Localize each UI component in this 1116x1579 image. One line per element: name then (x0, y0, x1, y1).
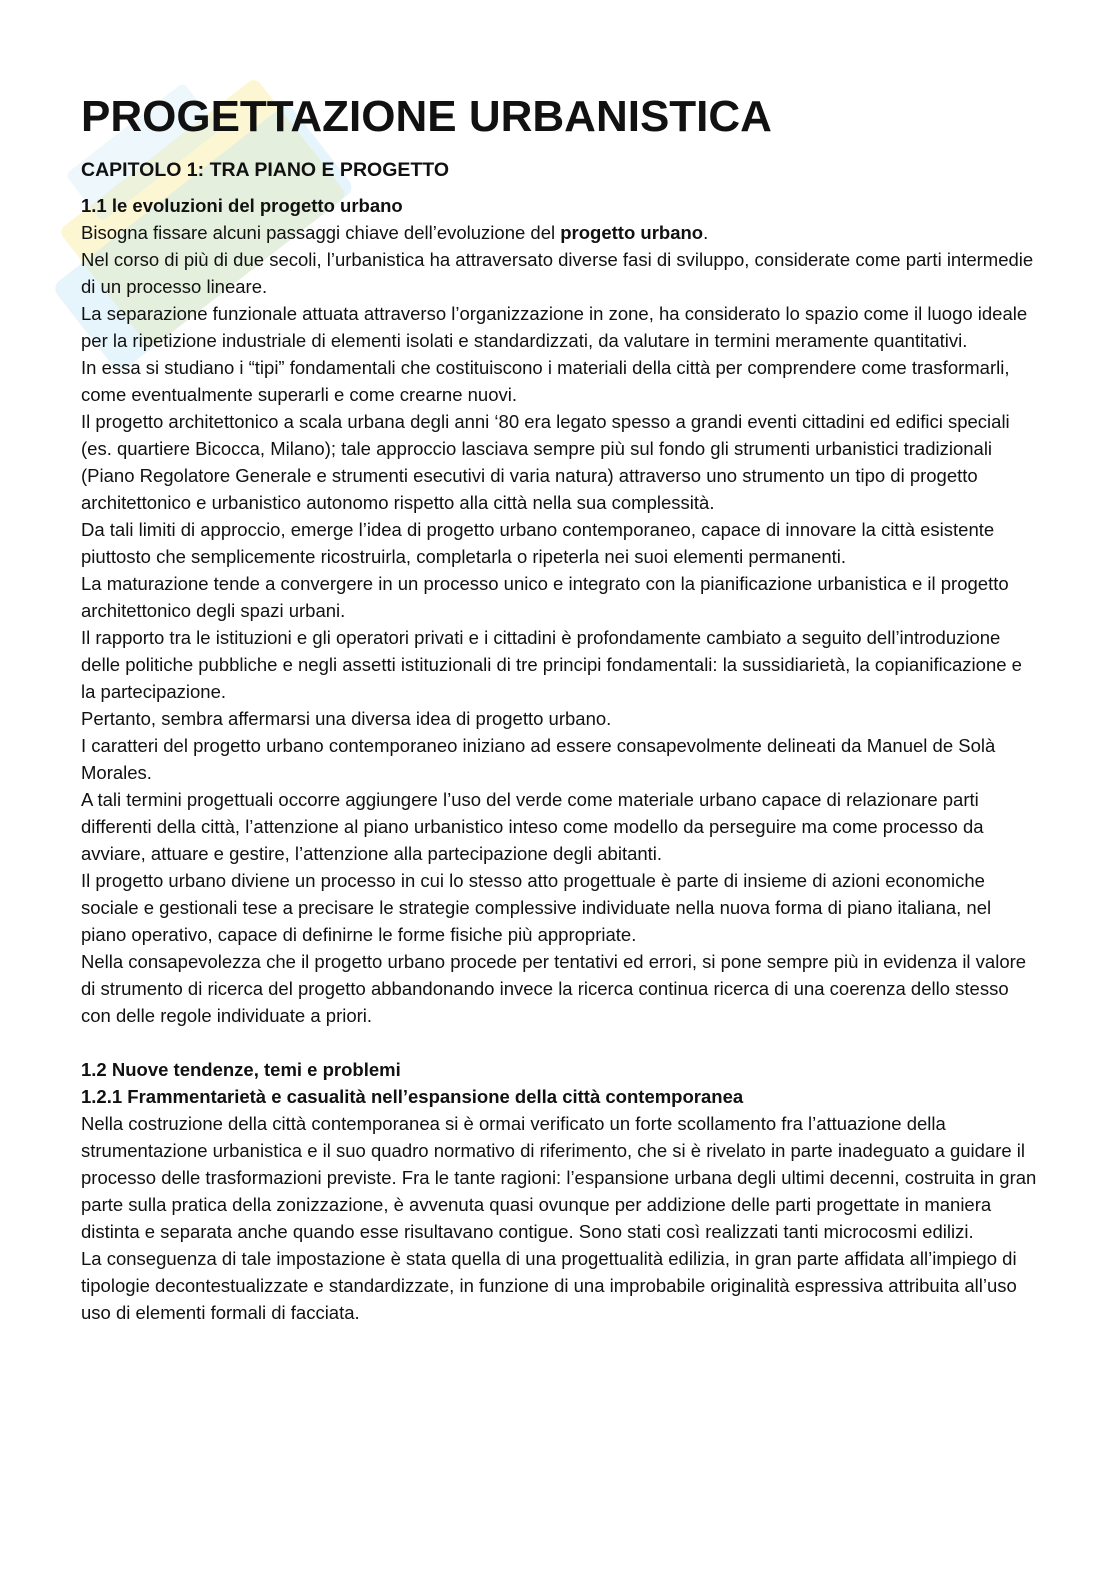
section-heading-1-2: 1.2 Nuove tendenze, temi e problemi (81, 1058, 401, 1080)
paragraph: Il progetto architettonico a scala urbana degli anni ‘80 era legato spesso a grandi eventi cittadini ed edifici speciali (es. quartiere Bicocca, Milano); tale approccio lasciava sempre più sul fondo gli strumenti urbanistici tradizionali (Piano Regolatore Generale e strumenti esecutivi di varia natura) attraverso uno strumento un tipo di progetto architettonico e urbanistico autonomo rispetto alla città nella sua complessità. (81, 410, 1010, 513)
paragraph: Nel corso di più di due secoli, l’urbanistica ha attraversato diverse fasi di sviluppo, considerate come parti intermedie di un processo lineare. (81, 248, 1034, 297)
section-heading-1-1: 1.1 le evoluzioni del progetto urbano (81, 194, 403, 216)
paragraph-text: Bisogna fissare alcuni passaggi chiave dell’evoluzione del (81, 221, 561, 243)
bold-term: progetto urbano (560, 221, 704, 243)
document-title: PROGETTAZIONE URBANISTICA (81, 92, 772, 141)
paragraph: I caratteri del progetto urbano contemporaneo iniziano ad essere consapevolmente delineati da Manuel de Solà Morales. (81, 734, 996, 783)
chapter-heading: CAPITOLO 1: TRA PIANO E PROGETTO (81, 158, 450, 181)
paragraph: La conseguenza di tale impostazione è stata quella di una progettualità edilizia, in gran parte affidata all’impiego di tipologie decontestualizzate e standardizzate, in funzione di una improbabile originalità espressiva attribuita all’uso uso di elementi formali di facciata. (81, 1247, 1017, 1323)
paragraph (81, 219, 1041, 246)
paragraph: A tali termini progettuali occorre aggiungere l’uso del verde come materiale urbano capace di relazionare parti differenti della città, l’attenzione al piano urbanistico inteso come modello da perseguire ma come processo da avviare, attuare e gestire, l’attenzione alla partecipazione degli abitanti. (81, 788, 984, 864)
paragraph: Il rapporto tra le istituzioni e gli operatori privati e i cittadini è profondamente cambiato a seguito dell’introduzione delle politiche pubbliche e negli assetti istituzionali di tre principi fondamentali: la sussidiarietà, la copianificazione e la partecipazione. (81, 626, 1022, 702)
paragraph: Pertanto, sembra affermarsi una diversa idea di progetto urbano. (81, 707, 612, 729)
paragraph: Nella consapevolezza che il progetto urbano procede per tentativi ed errori, si pone sempre più in evidenza il valore di strumento di ricerca del progetto abbandonando invece la ricerca continua ricerca di una coerenza dello stesso con delle regole individuate a priori. (81, 950, 1027, 1026)
spacer (81, 1029, 1041, 1056)
document-page (81, 92, 1041, 1326)
paragraph: La separazione funzionale attuata attraverso l’organizzazione in zone, ha considerato lo spazio come il luogo ideale per la ripetizione industriale di elementi isolati e standardizzati, da valutare in termini meramente quantitativi. (81, 302, 1028, 351)
paragraph: Nella costruzione della città contemporanea si è ormai verificato un forte scollamento fra l’attuazione della strumentazione urbanistica e il suo quadro normativo di riferimento, che si è rivelato in parte inadeguato a guidare il processo delle trasformazioni previste. Fra le tante ragioni: l’espansione urbana degli ultimi decenni, costruita in gran parte sulla pratica della zonizzazione, è avvenuta quasi ovunque per addizione delle parti progettate in maniera distinta e separata anche quando esse risultavano contigue. Sono stati così realizzati tanti microcosmi edilizi. (81, 1112, 1037, 1242)
paragraph: La maturazione tende a convergere in un processo unico e integrato con la pianificazione urbanistica e il progetto architettonico degli spazi urbani. (81, 572, 1009, 621)
section-heading-1-2-1: 1.2.1 Frammentarietà e casualità nell’espansione della città contemporanea (81, 1085, 744, 1107)
paragraph: In essa si studiano i “tipi” fondamentali che costituiscono i materiali della città per comprendere come trasformarli, come eventualmente superarli e come crearne nuovi. (81, 356, 1010, 405)
paragraph: Il progetto urbano diviene un processo in cui lo stesso atto progettuale è parte di insieme di azioni economiche sociale e gestionali tese a precisare le strategie complessive individuate nella nuova forma di piano italiana, nel piano operativo, capace di definirne le forme fisiche più appropriate. (81, 869, 992, 945)
paragraph-text: . (703, 221, 709, 243)
paragraph: Da tali limiti di approccio, emerge l’idea di progetto urbano contemporaneo, capace di innovare la città esistente piuttosto che semplicemente ricostruirla, completarla o ripeterla nei suoi elementi permanenti. (81, 518, 995, 567)
